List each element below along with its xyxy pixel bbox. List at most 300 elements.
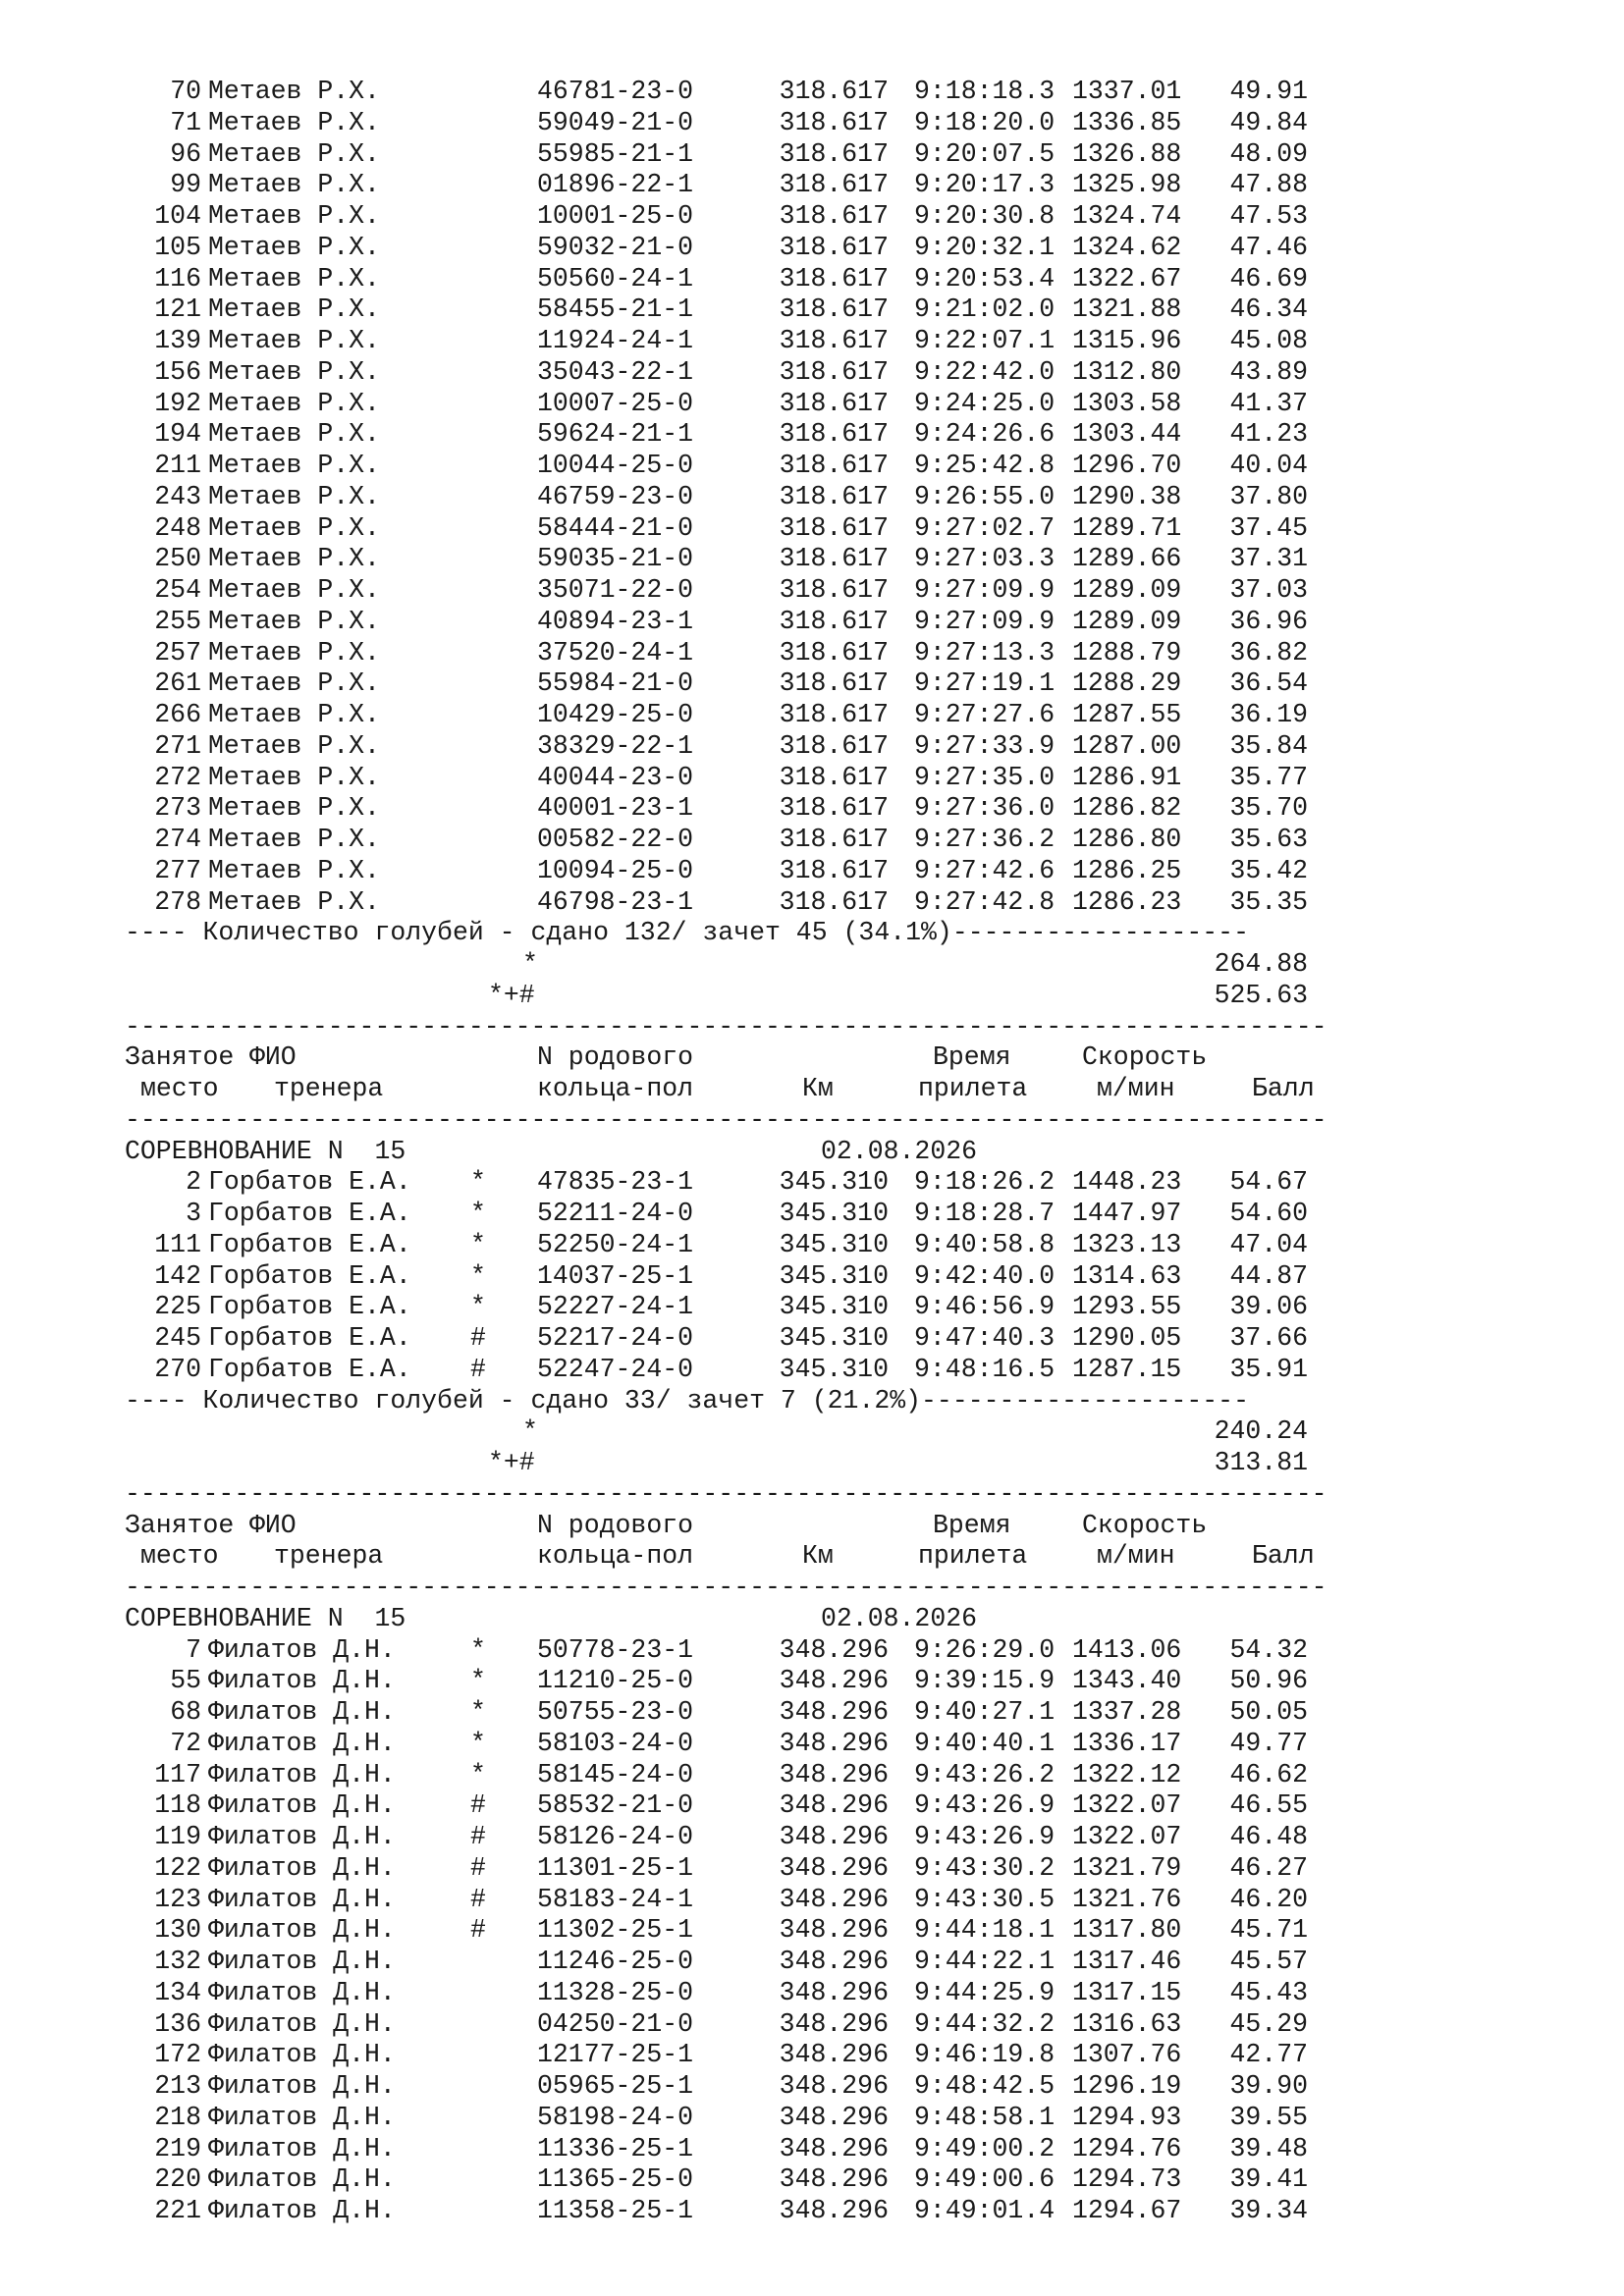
- speed-cell: 1286.23: [1072, 886, 1182, 917]
- speed-cell: 1322.07: [1072, 1822, 1182, 1851]
- trainer-name-cell: Метаев Р.Х.: [208, 388, 380, 418]
- ring-number-cell: 59035-21-0: [537, 544, 694, 574]
- speed-cell: 1286.91: [1072, 762, 1182, 792]
- trainer-name-cell: Филатов Д.Н.: [208, 2040, 396, 2070]
- arrival-time-cell: 9:25:42.8: [914, 451, 1056, 480]
- speed-cell: 1286.82: [1072, 793, 1182, 824]
- distance-cell: 345.310: [779, 1292, 889, 1322]
- summary-row: [125, 918, 1332, 949]
- ring-number-cell: 14037-25-1: [537, 1260, 694, 1291]
- score-cell: 46.20: [1229, 1884, 1308, 1914]
- result-row: [125, 1355, 1332, 1386]
- ring-number-cell: 11328-25-0: [537, 1977, 694, 2007]
- speed-cell: 1314.63: [1072, 1260, 1182, 1291]
- distance-cell: 348.296: [779, 1790, 889, 1821]
- arrival-time-cell: 9:49:01.4: [914, 2196, 1056, 2225]
- score-cell: 46.69: [1229, 263, 1308, 294]
- score-cell: 43.89: [1229, 356, 1308, 387]
- speed-cell: 1312.80: [1072, 356, 1182, 387]
- distance-cell: 348.296: [779, 2164, 889, 2195]
- place-cell: 213: [154, 2071, 201, 2101]
- separator-line: [125, 1012, 1332, 1043]
- place-cell: 271: [154, 730, 201, 761]
- arrival-time-cell: 9:44:22.1: [914, 1947, 1056, 1976]
- header-place: место: [140, 1074, 219, 1103]
- ring-number-cell: 11336-25-1: [537, 2133, 694, 2163]
- place-cell: 194: [154, 419, 201, 450]
- result-row: [125, 638, 1332, 669]
- place-cell: 119: [154, 1822, 201, 1851]
- place-cell: 71: [170, 107, 201, 137]
- score-cell: 47.04: [1229, 1229, 1308, 1259]
- header-fio: тренера: [274, 1541, 384, 1572]
- ring-number-cell: 58126-24-0: [537, 1822, 694, 1851]
- arrival-time-cell: 9:20:32.1: [914, 232, 1056, 262]
- separator-line: [125, 1573, 1332, 1604]
- ring-number-cell: 52227-24-1: [537, 1292, 694, 1322]
- speed-cell: 1288.79: [1072, 637, 1182, 667]
- speed-cell: 1322.12: [1072, 1759, 1182, 1789]
- arrival-time-cell: 9:22:07.1: [914, 326, 1056, 355]
- trainer-name-cell: Филатов Д.Н.: [208, 1947, 396, 1976]
- place-cell: 134: [154, 1977, 201, 2007]
- result-row: [125, 1230, 1332, 1261]
- ring-number-cell: 10001-25-0: [537, 201, 694, 231]
- result-row: [125, 1790, 1332, 1822]
- result-row: [125, 389, 1332, 420]
- speed-cell: 1287.00: [1072, 730, 1182, 761]
- place-cell: 55: [170, 1666, 201, 1696]
- speed-cell: 1317.80: [1072, 1915, 1182, 1946]
- trainer-name-cell: Метаев Р.Х.: [208, 326, 380, 355]
- trainer-name-cell: Метаев Р.Х.: [208, 637, 380, 667]
- speed-cell: 1293.55: [1072, 1292, 1182, 1322]
- ring-number-cell: 10429-25-0: [537, 700, 694, 729]
- score-cell: 54.67: [1229, 1167, 1308, 1198]
- score-cell: 47.53: [1229, 201, 1308, 231]
- result-row: [125, 77, 1332, 108]
- trainer-name-cell: Метаев Р.Х.: [208, 481, 380, 511]
- speed-cell: 1343.40: [1072, 1666, 1182, 1696]
- speed-cell: 1287.55: [1072, 700, 1182, 729]
- score-cell: 54.32: [1229, 1634, 1308, 1665]
- arrival-time-cell: 9:24:25.0: [914, 388, 1056, 418]
- distance-cell: 318.617: [779, 356, 889, 387]
- pigeon-count-summary: ---- Количество голубей - сдано 33/ зачет 7 (21.2%)---------------------: [125, 1385, 1249, 1415]
- arrival-time-cell: 9:43:30.5: [914, 1884, 1056, 1914]
- arrival-time-cell: 9:40:27.1: [914, 1697, 1056, 1727]
- distance-cell: 318.617: [779, 637, 889, 667]
- trainer-name-cell: Филатов Д.Н.: [208, 1790, 396, 1821]
- speed-cell: 1289.09: [1072, 606, 1182, 636]
- trainer-name-cell: Горбатов Е.А.: [208, 1167, 411, 1198]
- ring-number-cell: 52211-24-0: [537, 1199, 694, 1228]
- score-cell: 49.77: [1229, 1728, 1308, 1758]
- trainer-name-cell: Филатов Д.Н.: [208, 1759, 396, 1789]
- place-cell: 245: [154, 1323, 201, 1353]
- score-cell: 45.08: [1229, 326, 1308, 355]
- trainer-name-cell: Горбатов Е.А.: [208, 1354, 411, 1384]
- result-row: [125, 1323, 1332, 1355]
- place-cell: 104: [154, 201, 201, 231]
- score-cell: 39.48: [1229, 2133, 1308, 2163]
- score-cell: 39.90: [1229, 2071, 1308, 2101]
- distance-cell: 345.310: [779, 1167, 889, 1198]
- result-row: [125, 2071, 1332, 2103]
- place-cell: 118: [154, 1790, 201, 1821]
- arrival-time-cell: 9:46:19.8: [914, 2040, 1056, 2070]
- place-cell: 70: [170, 77, 201, 106]
- distance-cell: 348.296: [779, 2102, 889, 2132]
- ring-number-cell: 58444-21-0: [537, 512, 694, 543]
- arrival-time-cell: 9:20:30.8: [914, 201, 1056, 231]
- result-row: [125, 1822, 1332, 1853]
- mark-cell: *: [470, 1666, 486, 1696]
- ring-number-cell: 11246-25-0: [537, 1947, 694, 1976]
- arrival-time-cell: 9:48:42.5: [914, 2071, 1056, 2101]
- trainer-name-cell: Метаев Р.Х.: [208, 606, 380, 636]
- trainer-name-cell: Метаев Р.Х.: [208, 700, 380, 729]
- place-cell: 192: [154, 388, 201, 418]
- place-cell: 221: [154, 2196, 201, 2225]
- arrival-time-cell: 9:18:18.3: [914, 77, 1056, 106]
- header-speed: м/мин: [1097, 1541, 1175, 1572]
- result-row: [125, 108, 1332, 139]
- header-place: место: [140, 1541, 219, 1572]
- trainer-name-cell: Филатов Д.Н.: [208, 2008, 396, 2039]
- mark-cell: *: [470, 1292, 486, 1322]
- arrival-time-cell: 9:27:03.3: [914, 544, 1056, 574]
- trainer-name-cell: Метаев Р.Х.: [208, 825, 380, 854]
- arrival-time-cell: 9:27:42.8: [914, 886, 1056, 917]
- mark-cell: #: [470, 1822, 486, 1851]
- total-starhash-row: [125, 981, 1332, 1012]
- trainer-name-cell: Филатов Д.Н.: [208, 2164, 396, 2195]
- distance-cell: 345.310: [779, 1260, 889, 1291]
- score-cell: 40.04: [1229, 451, 1308, 480]
- arrival-time-cell: 9:39:15.9: [914, 1666, 1056, 1696]
- distance-cell: 345.310: [779, 1323, 889, 1353]
- score-cell: 37.03: [1229, 575, 1308, 605]
- result-row: [125, 1729, 1332, 1760]
- place-cell: 219: [154, 2133, 201, 2163]
- header-score: Балл: [1252, 1074, 1315, 1103]
- result-row: [125, 1915, 1332, 1947]
- arrival-time-cell: 9:27:35.0: [914, 762, 1056, 792]
- ring-number-cell: 11210-25-0: [537, 1666, 694, 1696]
- ring-number-cell: 04250-21-0: [537, 2008, 694, 2039]
- place-cell: 218: [154, 2102, 201, 2132]
- trainer-name-cell: Филатов Д.Н.: [208, 1822, 396, 1851]
- total-star-value: 240.24: [1214, 1416, 1308, 1447]
- header-time: прилета: [918, 1074, 1028, 1103]
- trainer-name-cell: Метаев Р.Х.: [208, 232, 380, 262]
- ring-number-cell: 10094-25-0: [537, 855, 694, 885]
- results-listing: [125, 77, 1332, 2227]
- competition-date: 02.08.2026: [821, 1603, 978, 1633]
- arrival-time-cell: 9:27:33.9: [914, 730, 1056, 761]
- total-starhash-label: *+#: [488, 980, 535, 1010]
- place-cell: 2: [186, 1167, 201, 1198]
- score-cell: 54.60: [1229, 1199, 1308, 1228]
- distance-cell: 348.296: [779, 1852, 889, 1883]
- speed-cell: 1307.76: [1072, 2040, 1182, 2070]
- speed-cell: 1294.76: [1072, 2133, 1182, 2163]
- header-speed: м/мин: [1097, 1074, 1175, 1103]
- trainer-name-cell: Горбатов Е.А.: [208, 1292, 411, 1322]
- trainer-name-cell: Филатов Д.Н.: [208, 2196, 396, 2225]
- distance-cell: 318.617: [779, 77, 889, 106]
- ring-number-cell: 12177-25-1: [537, 2040, 694, 2070]
- ring-number-cell: 37520-24-1: [537, 637, 694, 667]
- trainer-name-cell: Метаев Р.Х.: [208, 512, 380, 543]
- arrival-time-cell: 9:27:27.6: [914, 700, 1056, 729]
- ring-number-cell: 52217-24-0: [537, 1323, 694, 1353]
- speed-cell: 1294.73: [1072, 2164, 1182, 2195]
- header-km: Км: [802, 1541, 834, 1572]
- place-cell: 220: [154, 2164, 201, 2195]
- result-row: [125, 264, 1332, 295]
- arrival-time-cell: 9:26:29.0: [914, 1634, 1056, 1665]
- distance-cell: 345.310: [779, 1199, 889, 1228]
- place-cell: 211: [154, 451, 201, 480]
- result-row: [125, 294, 1332, 326]
- place-cell: 270: [154, 1354, 201, 1384]
- result-row: [125, 544, 1332, 575]
- ring-number-cell: 58145-24-0: [537, 1759, 694, 1789]
- ring-number-cell: 11301-25-1: [537, 1852, 694, 1883]
- trainer-name-cell: Метаев Р.Х.: [208, 107, 380, 137]
- place-cell: 130: [154, 1915, 201, 1946]
- trainer-name-cell: Филатов Д.Н.: [208, 1915, 396, 1946]
- result-row: [125, 2009, 1332, 2041]
- ring-number-cell: 59049-21-0: [537, 107, 694, 137]
- trainer-name-cell: Метаев Р.Х.: [208, 886, 380, 917]
- speed-cell: 1317.15: [1072, 1977, 1182, 2007]
- score-cell: 35.91: [1229, 1354, 1308, 1384]
- score-cell: 45.57: [1229, 1947, 1308, 1976]
- score-cell: 46.27: [1229, 1852, 1308, 1883]
- arrival-time-cell: 9:42:40.0: [914, 1260, 1056, 1291]
- speed-cell: 1303.58: [1072, 388, 1182, 418]
- score-cell: 36.82: [1229, 637, 1308, 667]
- distance-cell: 348.296: [779, 2133, 889, 2163]
- trainer-name-cell: Метаев Р.Х.: [208, 419, 380, 450]
- result-row: [125, 1666, 1332, 1697]
- ring-number-cell: 52250-24-1: [537, 1229, 694, 1259]
- header-ring: N родового: [537, 1510, 694, 1540]
- speed-cell: 1290.38: [1072, 481, 1182, 511]
- arrival-time-cell: 9:27:09.9: [914, 606, 1056, 636]
- arrival-time-cell: 9:18:20.0: [914, 107, 1056, 137]
- score-cell: 50.96: [1229, 1666, 1308, 1696]
- distance-cell: 318.617: [779, 886, 889, 917]
- arrival-time-cell: 9:21:02.0: [914, 294, 1056, 325]
- speed-cell: 1303.44: [1072, 419, 1182, 450]
- result-row: [125, 1760, 1332, 1791]
- distance-cell: 348.296: [779, 1977, 889, 2007]
- distance-cell: 318.617: [779, 544, 889, 574]
- distance-cell: 318.617: [779, 451, 889, 480]
- trainer-name-cell: Филатов Д.Н.: [208, 1728, 396, 1758]
- result-row: [125, 1947, 1332, 1978]
- arrival-time-cell: 9:27:42.6: [914, 855, 1056, 885]
- ring-number-cell: 59624-21-1: [537, 419, 694, 450]
- distance-cell: 348.296: [779, 1634, 889, 1665]
- total-starhash-label: *+#: [488, 1448, 535, 1477]
- arrival-time-cell: 9:20:17.3: [914, 170, 1056, 200]
- place-cell: 277: [154, 855, 201, 885]
- score-cell: 45.43: [1229, 1977, 1308, 2007]
- ring-number-cell: 58103-24-0: [537, 1728, 694, 1758]
- result-row: [125, 1261, 1332, 1293]
- score-cell: 35.77: [1229, 762, 1308, 792]
- distance-cell: 318.617: [779, 263, 889, 294]
- score-cell: 39.41: [1229, 2164, 1308, 2195]
- place-cell: 250: [154, 544, 201, 574]
- distance-cell: 318.617: [779, 388, 889, 418]
- speed-cell: 1321.88: [1072, 294, 1182, 325]
- summary-row: [125, 1386, 1332, 1417]
- trainer-name-cell: Горбатов Е.А.: [208, 1323, 411, 1353]
- score-cell: 46.55: [1229, 1790, 1308, 1821]
- place-cell: 121: [154, 294, 201, 325]
- competition-title-row: [125, 1604, 1332, 1635]
- place-cell: 225: [154, 1292, 201, 1322]
- total-starhash-value: 313.81: [1214, 1448, 1308, 1477]
- speed-cell: 1296.70: [1072, 451, 1182, 480]
- distance-cell: 345.310: [779, 1354, 889, 1384]
- trainer-name-cell: Горбатов Е.А.: [208, 1260, 411, 1291]
- total-star-label: *: [522, 949, 538, 979]
- score-cell: 37.80: [1229, 481, 1308, 511]
- result-row: [125, 139, 1332, 171]
- distance-cell: 318.617: [779, 419, 889, 450]
- speed-cell: 1321.79: [1072, 1852, 1182, 1883]
- distance-cell: 348.296: [779, 2040, 889, 2070]
- ring-number-cell: 40044-23-0: [537, 762, 694, 792]
- place-cell: 96: [170, 138, 201, 169]
- score-cell: 39.34: [1229, 2196, 1308, 2225]
- place-cell: 139: [154, 326, 201, 355]
- speed-cell: 1286.80: [1072, 825, 1182, 854]
- trainer-name-cell: Горбатов Е.А.: [208, 1229, 411, 1259]
- speed-cell: 1296.19: [1072, 2071, 1182, 2101]
- distance-cell: 348.296: [779, 1884, 889, 1914]
- arrival-time-cell: 9:18:26.2: [914, 1167, 1056, 1198]
- result-row: [125, 233, 1332, 264]
- column-header-row: [125, 1541, 1332, 1573]
- ring-number-cell: 00582-22-0: [537, 825, 694, 854]
- place-cell: 254: [154, 575, 201, 605]
- separator-line: [125, 1479, 1332, 1511]
- place-cell: 156: [154, 356, 201, 387]
- distance-cell: 348.296: [779, 1822, 889, 1851]
- distance-cell: 318.617: [779, 170, 889, 200]
- score-cell: 45.29: [1229, 2008, 1308, 2039]
- place-cell: 172: [154, 2040, 201, 2070]
- trainer-name-cell: Горбатов Е.А.: [208, 1199, 411, 1228]
- ring-number-cell: 01896-22-1: [537, 170, 694, 200]
- result-row: [125, 419, 1332, 451]
- arrival-time-cell: 9:27:13.3: [914, 637, 1056, 667]
- result-row: [125, 825, 1332, 856]
- speed-cell: 1321.76: [1072, 1884, 1182, 1914]
- trainer-name-cell: Филатов Д.Н.: [208, 1634, 396, 1665]
- score-cell: 35.35: [1229, 886, 1308, 917]
- ring-number-cell: 58183-24-1: [537, 1884, 694, 1914]
- distance-cell: 348.296: [779, 1728, 889, 1758]
- distance-cell: 348.296: [779, 1666, 889, 1696]
- trainer-name-cell: Филатов Д.Н.: [208, 2133, 396, 2163]
- score-cell: 39.06: [1229, 1292, 1308, 1322]
- mark-cell: #: [470, 1790, 486, 1821]
- distance-cell: 318.617: [779, 138, 889, 169]
- arrival-time-cell: 9:43:26.9: [914, 1790, 1056, 1821]
- place-cell: 122: [154, 1852, 201, 1883]
- ring-number-cell: 40894-23-1: [537, 606, 694, 636]
- score-cell: 48.09: [1229, 138, 1308, 169]
- result-row: [125, 326, 1332, 357]
- speed-cell: 1286.25: [1072, 855, 1182, 885]
- speed-cell: 1447.97: [1072, 1199, 1182, 1228]
- arrival-time-cell: 9:27:36.2: [914, 825, 1056, 854]
- trainer-name-cell: Метаев Р.Х.: [208, 201, 380, 231]
- trainer-name-cell: Метаев Р.Х.: [208, 138, 380, 169]
- column-header-row: [125, 1074, 1332, 1105]
- score-cell: 41.37: [1229, 388, 1308, 418]
- mark-cell: *: [470, 1728, 486, 1758]
- arrival-time-cell: 9:18:28.7: [914, 1199, 1056, 1228]
- distance-cell: 318.617: [779, 855, 889, 885]
- distance-cell: 345.310: [779, 1229, 889, 1259]
- ring-number-cell: 50755-23-0: [537, 1697, 694, 1727]
- place-cell: 257: [154, 637, 201, 667]
- distance-cell: 348.296: [779, 2008, 889, 2039]
- speed-cell: 1336.17: [1072, 1728, 1182, 1758]
- header-time: Время: [933, 1042, 1011, 1073]
- total-star-row: [125, 1416, 1332, 1448]
- ring-number-cell: 38329-22-1: [537, 730, 694, 761]
- result-row: [125, 1697, 1332, 1729]
- distance-cell: 348.296: [779, 2196, 889, 2225]
- arrival-time-cell: 9:44:25.9: [914, 1977, 1056, 2007]
- place-cell: 132: [154, 1947, 201, 1976]
- separator-line: [125, 1105, 1332, 1137]
- arrival-time-cell: 9:49:00.6: [914, 2164, 1056, 2195]
- result-row: [125, 793, 1332, 825]
- trainer-name-cell: Метаев Р.Х.: [208, 170, 380, 200]
- result-row: [125, 763, 1332, 794]
- trainer-name-cell: Метаев Р.Х.: [208, 668, 380, 699]
- result-row: [125, 887, 1332, 919]
- distance-cell: 318.617: [779, 730, 889, 761]
- total-star-row: [125, 949, 1332, 981]
- speed-cell: 1288.29: [1072, 668, 1182, 699]
- speed-cell: 1289.66: [1072, 544, 1182, 574]
- place-cell: 68: [170, 1697, 201, 1727]
- trainer-name-cell: Метаев Р.Х.: [208, 793, 380, 824]
- score-cell: 36.54: [1229, 668, 1308, 699]
- arrival-time-cell: 9:47:40.3: [914, 1323, 1056, 1353]
- speed-cell: 1325.98: [1072, 170, 1182, 200]
- distance-cell: 348.296: [779, 1697, 889, 1727]
- result-row: [125, 1978, 1332, 2009]
- score-cell: 37.66: [1229, 1323, 1308, 1353]
- trainer-name-cell: Филатов Д.Н.: [208, 1977, 396, 2007]
- score-cell: 35.84: [1229, 730, 1308, 761]
- score-cell: 41.23: [1229, 419, 1308, 450]
